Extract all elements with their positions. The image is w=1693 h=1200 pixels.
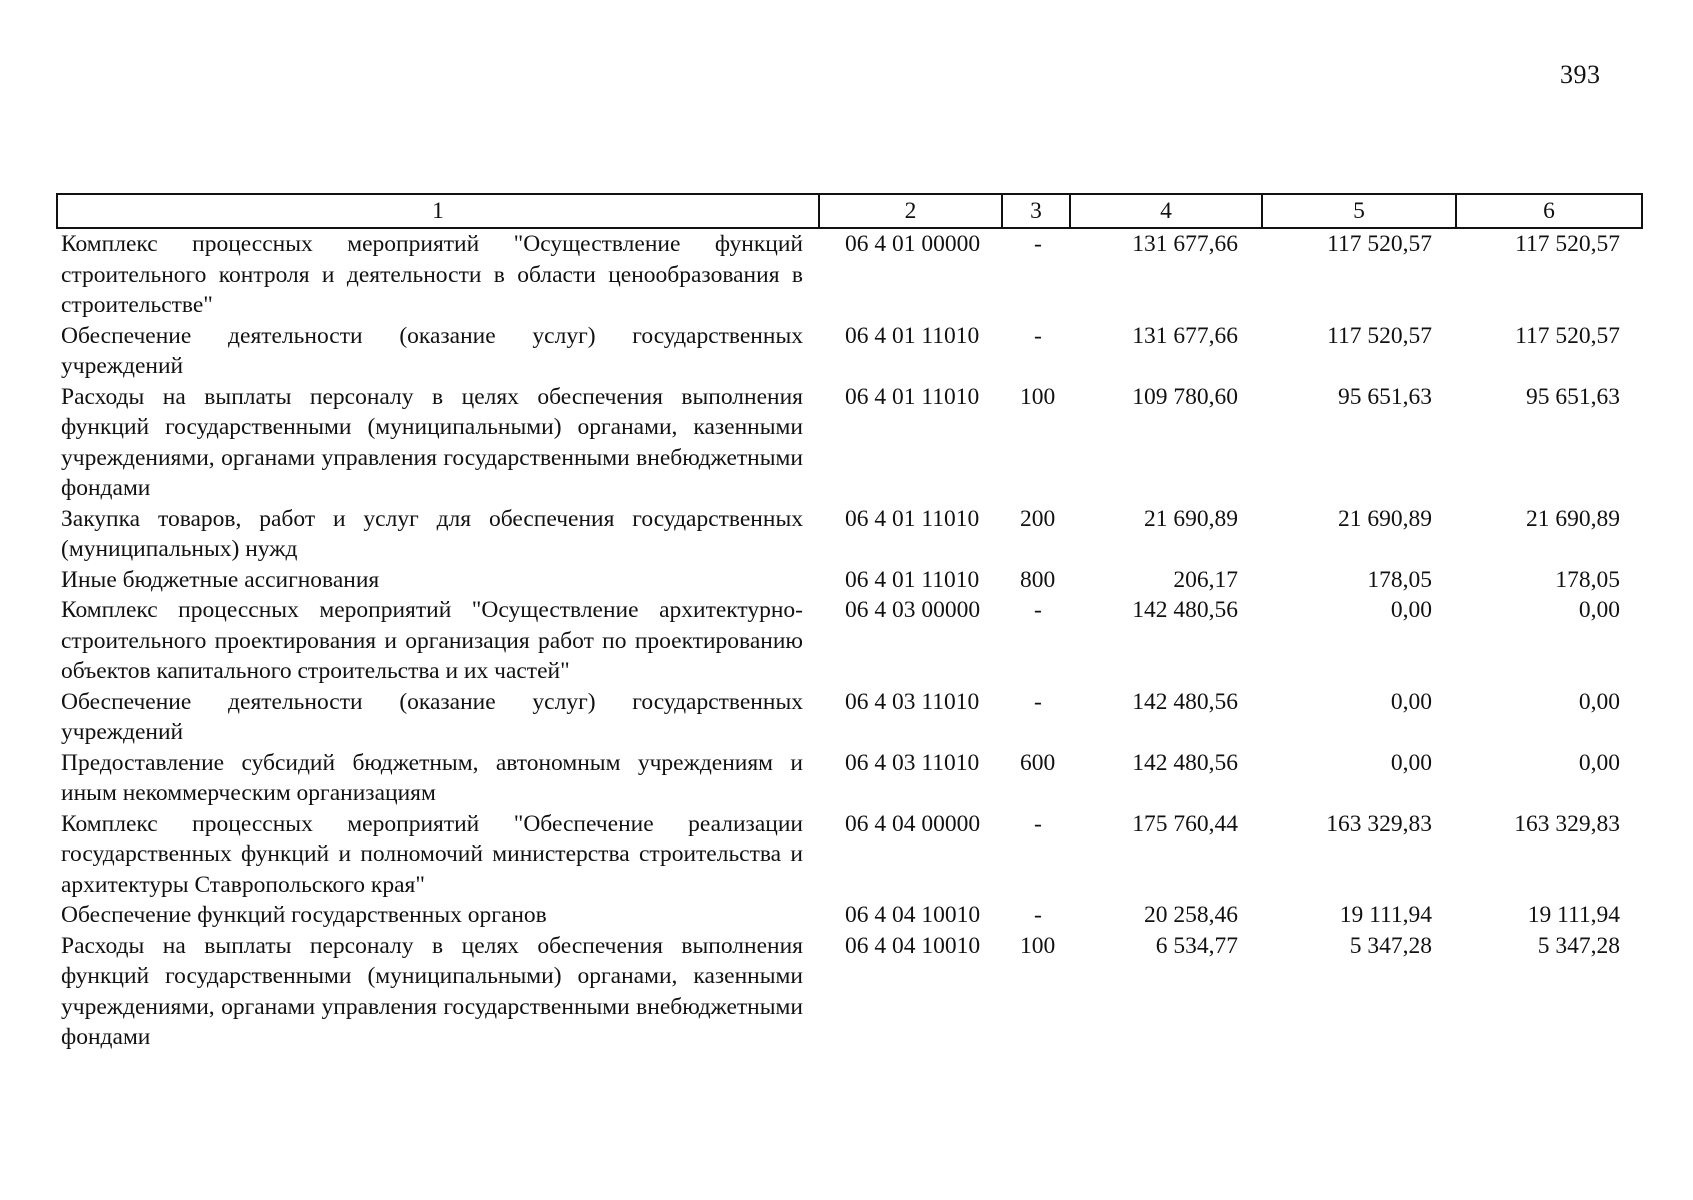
row-type: - [1034,902,1042,928]
row-value-6: 0,00 [1578,597,1620,623]
column-header-1: 1 [57,194,819,228]
column-header-4: 4 [1070,194,1262,228]
row-value-5: 163 329,83 [1326,810,1432,837]
row-code: 06 4 03 11010 [845,688,980,715]
row-value-5: 178,05 [1367,566,1432,593]
row-value-5: 117 520,57 [1327,322,1432,349]
row-name: Обеспечение деятельности (оказание услуг) государственных учреждений [61,322,803,379]
row-type: - [1034,322,1042,349]
row-value-6: 117 520,57 [1515,322,1620,349]
row-code: 06 4 03 11010 [845,749,980,776]
table-row [57,595,1642,687]
row-name: Закупка товаров, работ и услуг для обеспечения государственных (муниципальных) нужд [61,505,803,562]
row-type: 600 [1020,749,1056,776]
table-header [57,194,1642,228]
row-type: 800 [1020,566,1056,593]
row-value-6: 163 329,83 [1514,810,1620,837]
row-type: 100 [1020,383,1056,410]
row-value-4: 206,17 [1173,566,1238,593]
row-name: Обеспечение функций государственных органов [61,902,547,928]
row-type: - [1034,688,1042,715]
row-code: 06 4 01 11010 [845,566,980,593]
row-code: 06 4 01 11010 [845,322,980,349]
row-value-6: 19 111,94 [1527,902,1620,928]
table-row [57,687,1642,748]
row-type: 200 [1020,505,1056,532]
row-name: Комплекс процессных мероприятий "Осуществление архитектурно-строительного проектирования и организация работ по проектированию объектов капитального строительства и их частей" [61,597,803,684]
row-code: 06 4 01 00000 [845,231,981,257]
row-name: Комплекс процессных мероприятий "Осуществление функций строительного контроля и деятельности в области ценообразования в строительстве" [61,231,803,318]
budget-table [56,193,1643,1053]
row-value-4: 21 690,89 [1144,505,1238,532]
row-type: 100 [1020,932,1056,959]
row-name: Расходы на выплаты персоналу в целях обеспечения выполнения функций государственными (муниципальными) органами, казенными учреждениями, органами управления государственными внебюджетными фондами [61,932,803,1050]
table-row [57,228,1642,321]
row-name: Комплекс процессных мероприятий "Обеспечение реализации государственных функций и полномочий министерства строительства и архитектуры Ставропольского края" [61,810,803,898]
row-code: 06 4 03 00000 [845,597,981,623]
row-value-5: 19 111,94 [1339,902,1432,928]
row-code: 06 4 04 10010 [845,932,981,959]
row-value-6: 0,00 [1578,749,1620,776]
table-row [57,809,1642,901]
row-value-4: 131 677,66 [1132,322,1238,349]
row-value-6: 178,05 [1555,566,1620,593]
row-value-5: 5 347,28 [1349,932,1432,959]
row-value-4: 6 534,77 [1155,932,1238,959]
header-row [57,194,1642,228]
row-value-6: 21 690,89 [1526,505,1620,532]
row-value-4: 175 760,44 [1132,810,1238,837]
table-row [57,748,1642,809]
row-name: Иные бюджетные ассигнования [61,566,380,593]
column-header-2: 2 [819,194,1002,228]
row-value-4: 142 480,56 [1132,749,1238,776]
row-type: - [1034,231,1042,257]
row-value-6: 117 520,57 [1515,231,1620,257]
row-name: Предоставление субсидий бюджетным, автономным учреждениям и иным некоммерческим организациям [61,749,803,806]
row-value-4: 142 480,56 [1132,597,1238,623]
table-row [57,931,1642,1053]
row-value-4: 109 780,60 [1132,383,1238,410]
table-row [57,504,1642,565]
row-value-6: 5 347,28 [1537,932,1620,959]
column-header-3: 3 [1002,194,1070,228]
row-name: Расходы на выплаты персоналу в целях обеспечения выполнения функций государственными (муниципальными) органами, казенными учреждениями, органами управления государственными внебюджетными фондами [61,383,803,501]
row-value-6: 95 651,63 [1526,383,1620,410]
row-code: 06 4 04 00000 [845,810,981,837]
table-row [57,321,1642,382]
row-value-4: 20 258,46 [1144,902,1238,928]
row-value-5: 0,00 [1390,688,1432,715]
row-code: 06 4 01 11010 [845,505,980,532]
row-name: Обеспечение деятельности (оказание услуг) государственных учреждений [61,688,803,745]
row-code: 06 4 04 10010 [845,902,981,928]
row-type: - [1034,810,1042,837]
row-value-5: 0,00 [1390,749,1432,776]
row-value-5: 95 651,63 [1338,383,1432,410]
table-body [57,228,1642,1053]
row-value-4: 142 480,56 [1132,688,1238,715]
table-row [57,900,1642,931]
row-value-5: 117 520,57 [1327,231,1432,257]
column-header-6: 6 [1456,194,1642,228]
page-number: 393 [1560,60,1601,89]
row-value-4: 131 677,66 [1132,231,1238,257]
row-value-5: 21 690,89 [1338,505,1432,532]
column-header-5: 5 [1262,194,1456,228]
row-code: 06 4 01 11010 [845,383,980,410]
row-value-5: 0,00 [1390,597,1432,623]
table-row [57,382,1642,504]
table-row [57,565,1642,596]
row-type: - [1034,597,1042,623]
row-value-6: 0,00 [1578,688,1620,715]
